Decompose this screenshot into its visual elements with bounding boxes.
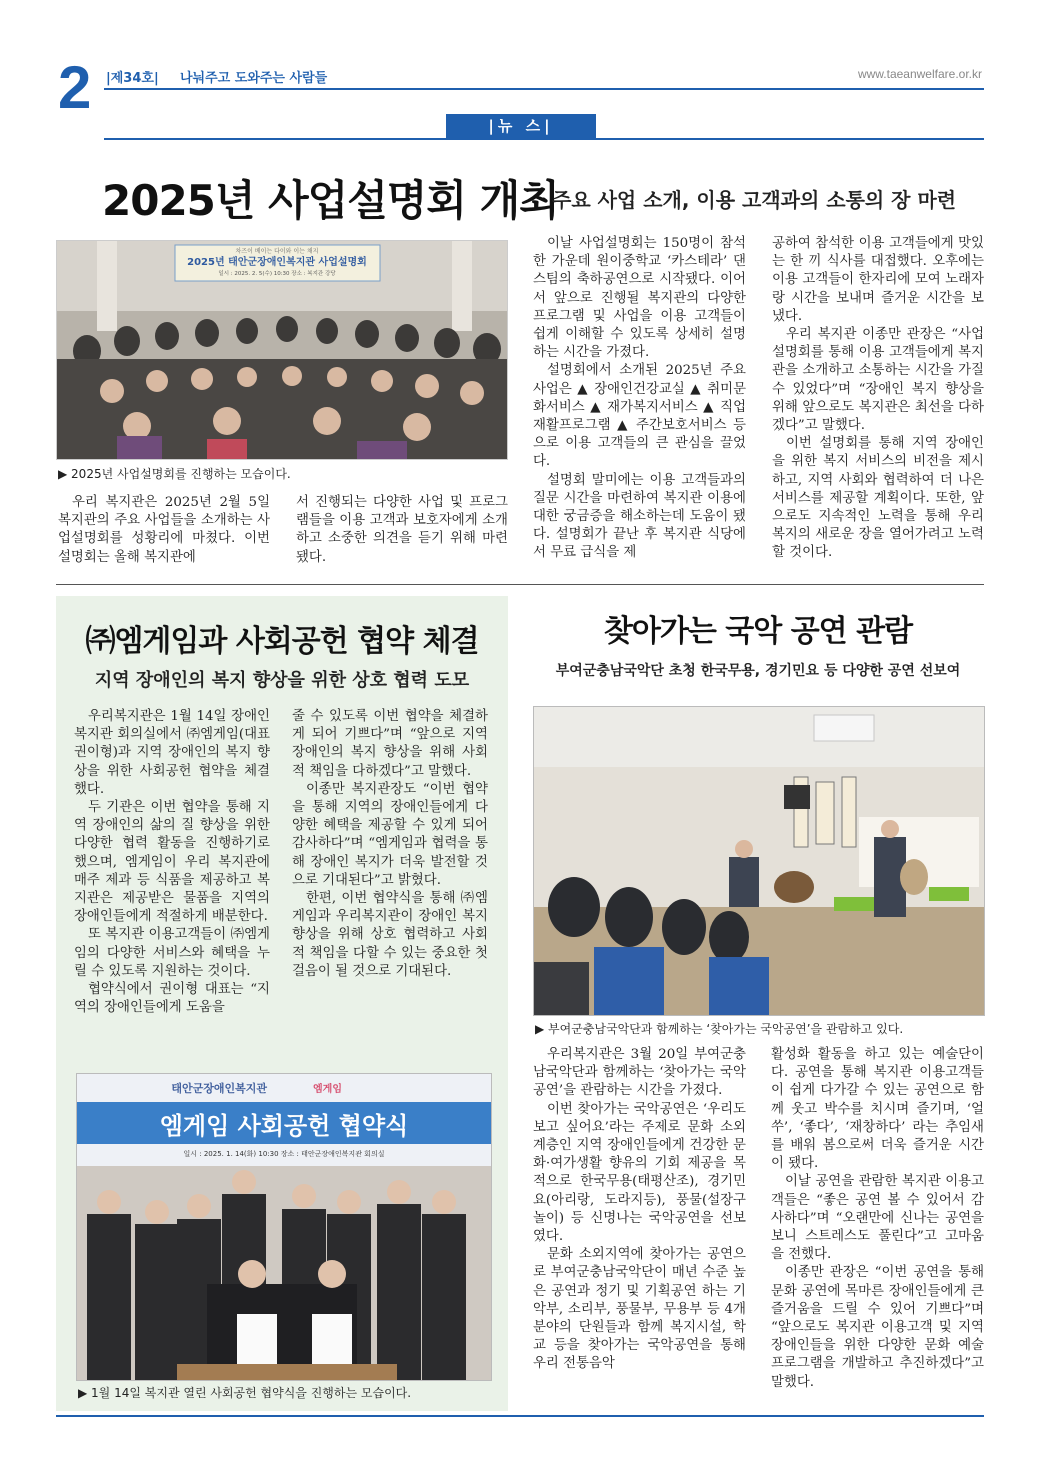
section-rule bbox=[104, 138, 984, 140]
article1-title: 2025년 사업설명회 개최 bbox=[102, 176, 559, 225]
photo-banner-small: 차즈이 베이는 다이와 이는 채지 bbox=[235, 248, 319, 255]
article2-subtitle: 지역 장애인의 복지 향상을 위한 상호 협력 도모 bbox=[94, 670, 470, 691]
article3-paragraph: 활성화 활동을 하고 있는 예술단이다. 공연을 통해 복지관 이용고객들이 쉽게 다가갈 수 있는 공연으로 함께 웃고 박수를 치시며 즐기며, ‘얼쑤’, ‘좋다’, ‘재창하다’ 라는 추임새를 배워 봄으로써 더욱 즐거운 시간이 됐다. bbox=[771, 1047, 984, 1172]
site-url[interactable]: www.taeanwelfare.or.kr bbox=[857, 67, 982, 81]
photo-banner-info: 일시 : 2025. 1. 14(화) 10:30 장소 : 태안군장애인복지관 회의실 bbox=[183, 1150, 385, 1158]
newsletter-tagline: 나눠주고 도와주는 사람들 bbox=[180, 71, 328, 86]
article1-paragraph: 우리 복지관 이종만 관장은 “사업설명회를 통해 이용 고객들에게 복지관을 소개하고 소통하는 시간을 가질 수 있었다”며 “장애인 복지 향상을 위해 앞으로도 복지관은 최선을 다하겠다”고 말했다. bbox=[772, 327, 984, 434]
issue-number: |제34호| bbox=[106, 71, 159, 86]
article1-column-4 bbox=[772, 235, 984, 563]
photo-logo-text: 태안군장애인복지관 bbox=[171, 1082, 267, 1095]
header-rule bbox=[104, 88, 984, 90]
article1-column-2 bbox=[296, 494, 508, 567]
page-number: 2 bbox=[58, 54, 92, 121]
article3-caption: ▶ 부여군충남국악단과 함께하는 ‘찾아가는 국악공연’을 관람하고 있다. bbox=[535, 1022, 904, 1036]
photo-logo-text-2: 엠게임 bbox=[313, 1084, 342, 1095]
article1-subtitle: 주요 사업 소개, 이용 고객과의 소통의 장 마련 bbox=[552, 188, 957, 212]
photo-banner-text: 엠게임 사회공헌 협약식 bbox=[159, 1112, 409, 1140]
article1-paragraph: 이날 사업설명회는 150명이 참석한 가운데 원이중학교 ‘카스테라’ 댄스팀의 축하공연으로 시작됐다. 이어서 앞으로 진행될 복지관의 다양한 프로그램 및 사업을 이용 고객들이 쉽게 이해할 수 있도록 상세히 설명하는 시간을 가졌다. bbox=[533, 236, 746, 361]
article1-paragraph: 우리 복지관은 2025년 2월 5일 복지관의 주요 사업들을 소개하는 사업설명회를 성황리에 마쳤다. 이번 설명회는 올해 복지관에 bbox=[58, 495, 270, 565]
article1-column-1 bbox=[58, 494, 270, 567]
section-label: |뉴 스| bbox=[446, 114, 596, 138]
article2-paragraph: 우리복지관은 1월 14일 장애인복지관 회의실에서 ㈜엠게임(대표 권이형)과 지역 장애인의 복지 향상을 위한 사회공헌 협약을 체결했다. bbox=[74, 709, 270, 797]
article1-paragraph: 공하여 참석한 이용 고객들에게 맛있는 한 끼 식사를 대접했다. 오후에는 이용 고객들이 한자리에 모여 노래자랑 시간을 보내며 즐거운 시간을 보냈다. bbox=[772, 236, 984, 324]
article2-paragraph: 줄 수 있도록 이번 협약을 체결하게 되어 기쁘다”며 “앞으로 지역 장애인의 복지 향상을 위해 사회적 책임을 다하겠다”고 말했다. bbox=[292, 709, 488, 779]
article3-title: 찾아가는 국악 공연 관람 bbox=[603, 614, 913, 649]
article1-paragraph: 서 진행되는 다양한 사업 및 프로그램들을 이용 고객과 보호자에게 소개하고 소중한 의견을 듣기 위해 마련됐다. bbox=[296, 495, 508, 565]
article2-title: ㈜엠게임과 사회공헌 협약 체결 bbox=[85, 624, 479, 659]
article3-paragraph: 이날 공연을 관람한 복지관 이용고객들은 “좋은 공연 볼 수 있어서 감사하다”며 “오랜만에 신나는 공연을 보니 스트레스도 풀린다”고 고마움을 전했다. bbox=[771, 1174, 984, 1263]
article3-column-1 bbox=[533, 1046, 746, 1374]
article2-paragraph: 또 복지관 이용고객들이 ㈜엠게임의 다양한 서비스와 혜택을 누릴 수 있도록 지원하는 것이다. bbox=[74, 927, 270, 979]
article3-paragraph: 우리복지관은 3월 20일 부여군충남국악단과 함께하는 ‘찾아가는 국악 공연’을 관람하는 시간을 가졌다. bbox=[533, 1047, 746, 1099]
article2-photo bbox=[76, 1073, 492, 1381]
article1-paragraph: 설명회에서 소개된 2025년 주요 사업은 ▲ 장애인건강교실 ▲ 취미문화서비스 ▲ 재가복지서비스 ▲ 직업재활프로그램 ▲ 주간보호서비스 등으로 이용 고객들의 큰 관심을 끌었다. bbox=[533, 363, 746, 470]
article3-photo bbox=[533, 706, 985, 1016]
photo-banner-info: 일시 : 2025. 2. 5(수) 10:30 장소 : 복지관 강당 bbox=[218, 271, 336, 277]
article2-column-2 bbox=[292, 708, 488, 981]
article1-column-3 bbox=[533, 235, 746, 563]
article1-paragraph: 이번 설명회를 통해 지역 장애인을 위한 복지 서비스의 비전을 제시하고, 지역 사회와 협력하여 더 나은 서비스를 제공할 계획이다. 또한, 앞으로도 지속적인 노력을 통해 우리 복지의 새로운 장을 열어가려고 노력할 것이다. bbox=[772, 436, 984, 561]
article3-column-2 bbox=[771, 1046, 984, 1392]
photo-banner-text: 2025년 태안군장애인복지관 사업설명회 bbox=[187, 257, 367, 268]
article2-caption: ▶ 1월 14일 복지관 열린 사회공헌 협약식을 진행하는 모습이다. bbox=[78, 1386, 412, 1400]
article2-column-1 bbox=[74, 708, 270, 1017]
article1-photo bbox=[56, 240, 508, 460]
article2-paragraph: 협약식에서 권이형 대표는 “지역의 장애인들에게 도움을 bbox=[74, 982, 270, 1016]
article-divider bbox=[56, 584, 984, 585]
article2-paragraph: 한편, 이번 협약식을 통해 ㈜엠게임과 우리복지관이 장애인 복지 향상을 위해 상호 협력하고 사회적 책임을 다할 수 있는 중요한 첫걸음이 될 것으로 기대된다. bbox=[292, 891, 488, 979]
article3-paragraph: 문화 소외지역에 찾아가는 공연으로 부여군충남국악단이 매년 수준 높은 공연과 정기 및 기획공연 하는 기악부, 소리부, 풍물부, 무용부 등 4개 분야의 단원들과 함께 복지시설, 학교 등을 찾아가는 국악공연을 통해 우리 전통음악 bbox=[533, 1247, 746, 1372]
article3-paragraph: 이종만 관장은 “이번 공연을 통해 문화 공연에 목마른 장애인들에게 큰 즐거움을 드릴 수 있어 기쁘다”며 “앞으로도 복지관 이용고객 및 지역 장애인들을 위한 다양한 문화 예술 프로그램을 개발하고 추진하겠다”고 말했다. bbox=[771, 1265, 984, 1390]
footer-rule bbox=[56, 1415, 984, 1417]
article3-paragraph: 이번 찾아가는 국악공연은 ‘우리도 보고 싶어요’라는 주제로 문화 소외계층인 지역 장애인들에게 건강한 문화·여가생활 향유의 기회 제공을 목적으로 한국무용(태평산조), 경기민요(아리랑, 도라지등), 풍물(설장구 놀이) 등 신명나는 국악공연을 선보였다. bbox=[533, 1101, 746, 1245]
article1-caption: ▶ 2025년 사업설명회를 진행하는 모습이다. bbox=[58, 467, 291, 481]
article2-paragraph: 이종만 복지관장도 “이번 협약을 통해 지역의 장애인들에게 다양한 혜택을 제공할 수 있게 되어 감사하다”며 “엠게임과 협력을 통해 장애인 복지가 더욱 발전할 것으로 기대된다”고 밝혔다. bbox=[292, 781, 488, 888]
article2-paragraph: 두 기관은 이번 협약을 통해 지역 장애인의 삶의 질 향상을 위한 다양한 협력 활동을 진행하기로 했으며, 엠게임이 우리 복지관에 매주 제과 등 식품을 제공하고 복지관은 제공받은 물품을 지역의 장애인들에게 적절하게 배분한다. bbox=[74, 800, 270, 925]
article3-subtitle: 부여군충남국악단 초청 한국무용, 경기민요 등 다양한 공연 선보여 bbox=[555, 663, 961, 679]
article1-paragraph: 설명회 말미에는 이용 고객들과의 질문 시간을 마련하여 복지관 이용에 대한 궁금증을 해소하는데 도움이 됐다. 설명회가 끝난 후 복지관 식당에서 무료 급식을 제 bbox=[533, 472, 746, 561]
